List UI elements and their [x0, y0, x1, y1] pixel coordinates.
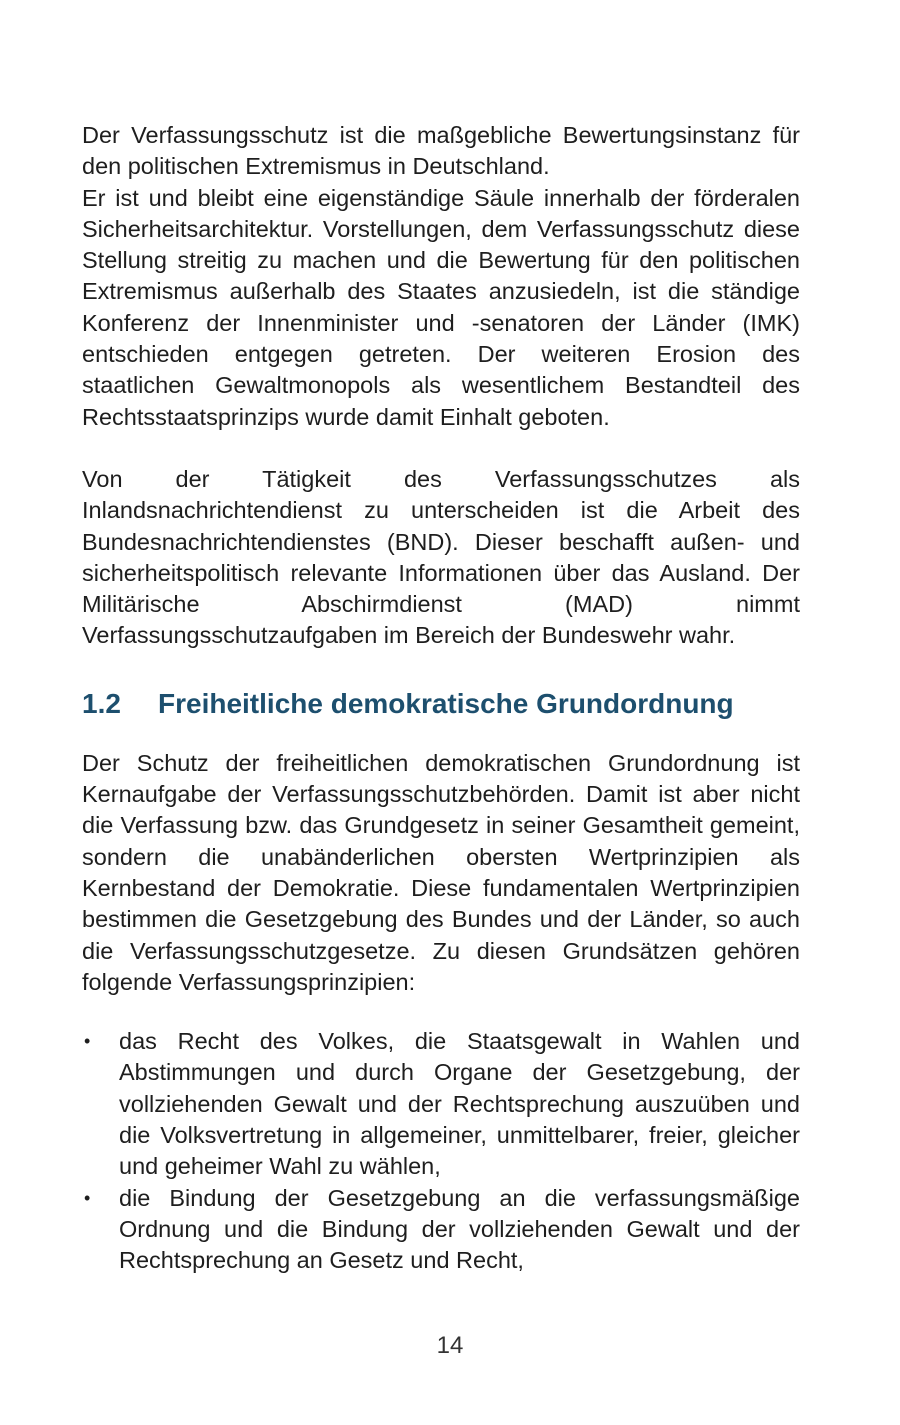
page-body: [82, 120, 800, 1277]
paragraph-1: Der Verfassungsschutz ist die maßgebliche Bewertungsinstanz für den politischen Extremismus in Deutschland.: [82, 122, 800, 180]
paragraph-4: Der Schutz der freiheitlichen demokratischen Grundordnung ist Kernaufgabe der Verfassungsschutzbehörden. Damit ist aber nicht die Verfassung bzw. das Grundgesetz in seiner Gesamtheit gemeint, sondern die unabänderlichen obersten Wertprinzipien als Kernbestand der Demokratie. Diese fundamentalen Wertprinzipien bestimmen die Gesetzgebung des Bundes und der Länder, so auch die Verfassungsschutzgesetze. Zu diesen Grundsätzen gehören folgende Verfassungsprinzipien:: [82, 749, 800, 995]
list-item-text: das Recht des Volkes, die Staatsgewalt in Wahlen und Abstimmungen und durch Organe der Gesetzgebung, der vollziehenden Gewalt und der Rechtsprechung auszuüben und die Volksvertretung in allgemeiner, unmittelbarer, freier, gleicher und geheimer Wahl zu wählen,: [119, 1028, 800, 1180]
list-item: [82, 1026, 800, 1182]
principles-list: [82, 1026, 800, 1276]
paragraph-2: Er ist und bleibt eine eigenständige Säule innerhalb der förderalen Sicherheitsarchitektur. Vorstellungen, dem Verfassungsschutz diese Stellung streitig zu machen und die Bewertung für den politischen Extremismus außerhalb des Staates anzusiedeln, ist die ständige Konferenz der Innenminister und -senatoren der Länder (IMK) entschieden entgegen getreten. Der weiteren Erosion des staatlichen Gewaltmonopols als wesentlichem Bestandteil des Rechtsstaatsprinzips wurde damit Einhalt geboten.: [82, 184, 800, 430]
section-number: 1.2: [82, 687, 121, 719]
list-item-text: die Bindung der Gesetzgebung an die verfassungsmäßige Ordnung und die Bindung der vollziehenden Gewalt und der Rechtsprechung an Gesetz und Recht,: [119, 1184, 800, 1274]
list-item: [82, 1183, 800, 1277]
bullet-icon: •: [84, 1031, 91, 1052]
section-heading: [82, 686, 800, 722]
bullet-icon: •: [84, 1187, 91, 1208]
section-title: Freiheitliche demokratische Grundordnung: [158, 687, 734, 719]
page-number: 14: [436, 1332, 464, 1359]
paragraph-3: Von der Tätigkeit des Verfassungsschutzes als Inlandsnachrichtendienst zu unterscheiden ist die Arbeit des Bundesnachrichtendienstes (BND). Dieser beschafft außen- und sicherheitspolitisch relevante Informationen über das Ausland. Der Militärische Abschirmdienst (MAD) nimmt Verfassungsschutzaufgaben im Bereich der Bundeswehr wahr.: [82, 465, 800, 649]
